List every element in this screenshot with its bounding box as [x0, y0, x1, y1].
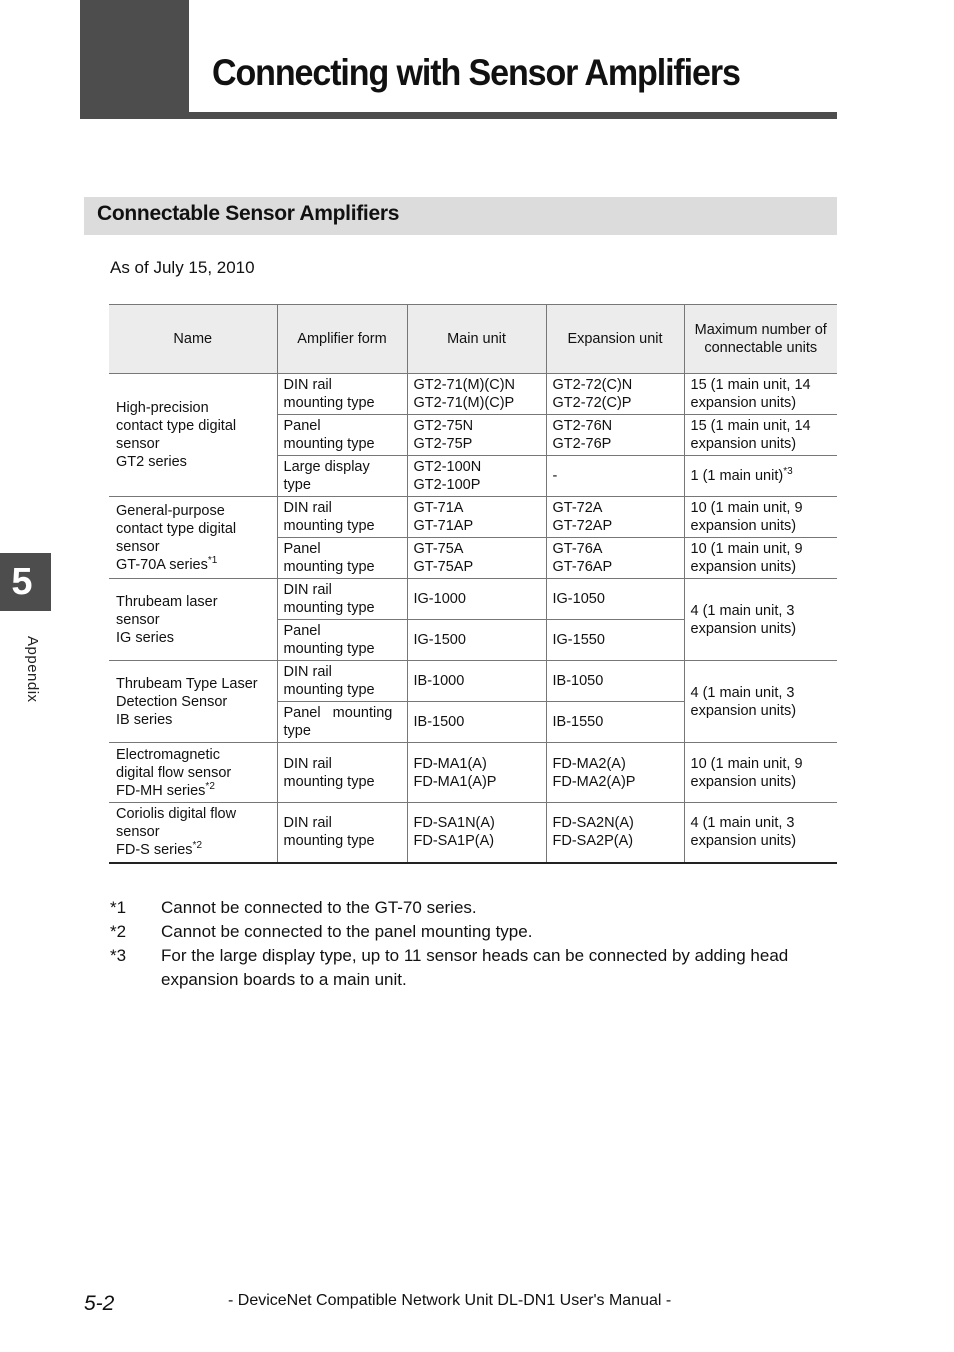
name-cell: [109, 743, 277, 803]
header-main-unit: Main unit: [407, 305, 546, 374]
main-unit-cell: [407, 803, 546, 863]
main-unit-cell: [407, 374, 546, 415]
max-line: 1 (1 main unit): [690, 468, 784, 484]
footnote-mark: *1: [110, 898, 127, 917]
main-unit-cell: [407, 538, 546, 579]
main-unit-cell: [407, 702, 546, 743]
form-line: mounting type: [283, 833, 375, 850]
footnote-ref: *3: [783, 466, 793, 478]
model-line: GT-71AP: [413, 518, 474, 534]
max-units-cell: [684, 803, 837, 863]
form-line: mounting type: [283, 395, 375, 411]
model-line: GT2-76P: [552, 436, 612, 452]
max-units-cell: [684, 456, 837, 497]
name-line: Coriolis digital flow: [116, 806, 237, 823]
expansion-unit-cell: [546, 743, 684, 803]
form-line: DIN rail: [283, 755, 332, 772]
form-line: mounting type: [283, 600, 375, 616]
max-units-cell: [684, 538, 837, 579]
model-line: GT2-72(C)N: [552, 377, 633, 393]
model-line: IG-1550: [552, 632, 605, 648]
model-line: IG-1050: [552, 591, 605, 607]
expansion-unit-cell: [546, 661, 684, 702]
name-line: sensor: [116, 436, 160, 452]
form-line: Large display: [283, 459, 370, 475]
main-unit-cell: [407, 579, 546, 620]
table-row: [109, 579, 837, 620]
expansion-unit-cell: [546, 415, 684, 456]
main-unit-cell: [407, 661, 546, 702]
header-amplifier-form: Amplifier form: [277, 305, 407, 374]
max-line: 10 (1 main unit, 9: [690, 500, 803, 516]
form-line: DIN rail: [283, 377, 332, 393]
form-cell: [277, 497, 407, 538]
expansion-unit-cell: [546, 538, 684, 579]
header-expansion-unit: Expansion unit: [546, 305, 684, 374]
footnotes: [110, 896, 840, 992]
footnote-text: Cannot be connected to the GT-70 series.: [161, 898, 477, 917]
name-line: FD-S series: [116, 842, 193, 859]
model-line: FD-SA2P(A): [552, 833, 634, 850]
model-line: GT-75AP: [413, 559, 474, 575]
expansion-unit-cell: [546, 374, 684, 415]
model-line: GT-71A: [413, 500, 464, 516]
name-line: FD-MH series: [116, 782, 206, 799]
main-unit-cell: [407, 456, 546, 497]
max-units-cell: [684, 415, 837, 456]
form-cell: [277, 415, 407, 456]
expansion-unit-cell: [546, 803, 684, 863]
expansion-unit-cell: [546, 456, 684, 497]
title-rule: [80, 112, 837, 119]
footnote-ref: *2: [205, 780, 215, 792]
model-line: GT-75A: [413, 541, 464, 557]
footnote: [110, 944, 840, 992]
form-cell: [277, 538, 407, 579]
form-line: Panel: [283, 541, 321, 557]
model-line: GT2-100N: [413, 459, 482, 475]
model-line: FD-SA1P(A): [413, 833, 495, 850]
form-line: mounting type: [283, 436, 375, 452]
model-line: IG-1500: [413, 632, 466, 648]
max-units-cell: [684, 661, 837, 743]
main-unit-cell: [407, 497, 546, 538]
model-line: GT-72A: [552, 500, 603, 516]
table-row: [109, 497, 837, 538]
footnote-mark: *3: [110, 946, 127, 965]
table-header-row: [109, 305, 837, 374]
form-line: DIN rail: [283, 664, 332, 680]
form-cell: [277, 456, 407, 497]
form-cell: [277, 620, 407, 661]
form-line: mounting type: [283, 559, 375, 575]
form-line: Panel mounting: [283, 705, 393, 721]
max-line: 10 (1 main unit, 9: [690, 541, 803, 557]
name-line: sensor: [116, 538, 160, 555]
name-cell: [109, 579, 277, 661]
table-row: [109, 803, 837, 863]
form-cell: [277, 702, 407, 743]
max-line: expansion units): [690, 620, 797, 637]
model-line: GT2-72(C)P: [552, 395, 632, 411]
chapter-side-label: Appendix: [24, 636, 41, 703]
model-line: FD-MA1(A): [413, 755, 487, 772]
title-dark-block: [80, 0, 189, 116]
expansion-unit-cell: [546, 702, 684, 743]
name-line: digital flow sensor: [116, 764, 232, 781]
footnote-text: For the large display type, up to 11 sensor heads can be connected by adding head expansion boards to a main unit.: [161, 946, 789, 989]
form-line: type: [283, 723, 311, 739]
model-line: GT2-75P: [413, 436, 473, 452]
model-line: -: [552, 468, 558, 484]
section-header: [84, 197, 837, 235]
chapter-number: 5: [11, 561, 33, 603]
model-line: IB-1550: [552, 714, 604, 730]
model-line: GT2-100P: [413, 477, 481, 493]
form-line: Panel: [283, 418, 321, 434]
max-line: 10 (1 main unit, 9: [690, 755, 803, 772]
max-line: 4 (1 main unit, 3: [690, 815, 795, 832]
name-line: GT-70A series: [116, 556, 208, 573]
name-line: Electromagnetic: [116, 746, 220, 763]
form-cell: [277, 743, 407, 803]
name-cell: [109, 497, 277, 579]
expansion-unit-cell: [546, 579, 684, 620]
as-of-date: As of July 15, 2010: [110, 258, 255, 277]
footer-text: - DeviceNet Compatible Network Unit DL-DN1 User's Manual -: [228, 1292, 672, 1309]
form-cell: [277, 374, 407, 415]
model-line: GT2-71(M)(C)N: [413, 377, 515, 393]
footnote-text: Cannot be connected to the panel mounting type.: [161, 922, 533, 941]
max-line: expansion units): [690, 395, 797, 411]
name-line: Thrubeam Type Laser: [116, 675, 258, 692]
main-unit-cell: [407, 743, 546, 803]
model-line: IG-1000: [413, 591, 466, 607]
form-cell: [277, 661, 407, 702]
form-line: mounting type: [283, 773, 375, 790]
model-line: IB-1500: [413, 714, 465, 730]
form-line: Panel: [283, 623, 321, 639]
amplifier-table: [109, 304, 837, 864]
page-title: Connecting with Sensor Amplifiers: [212, 52, 740, 93]
model-line: GT2-76N: [552, 418, 613, 434]
max-line: expansion units): [690, 436, 797, 452]
main-unit-cell: [407, 620, 546, 661]
model-line: IB-1000: [413, 673, 465, 689]
chapter-tab: [0, 553, 51, 611]
model-line: FD-SA1N(A): [413, 815, 495, 832]
name-line: High-precision: [116, 400, 209, 416]
page-number: 5-2: [84, 1292, 115, 1315]
name-line: Detection Sensor: [116, 693, 228, 710]
form-line: DIN rail: [283, 500, 332, 516]
max-units-cell: [684, 579, 837, 661]
name-line: Thrubeam laser: [116, 593, 218, 610]
header-max-units: Maximum number of connectable units: [684, 305, 837, 374]
model-line: FD-MA1(A)P: [413, 773, 497, 790]
footnote: [110, 896, 840, 920]
name-cell: [109, 803, 277, 863]
name-line: General-purpose: [116, 502, 225, 519]
max-line: expansion units): [690, 833, 797, 850]
name-line: contact type digital: [116, 418, 237, 434]
form-cell: [277, 579, 407, 620]
footnote-ref: *2: [192, 840, 202, 852]
form-cell: [277, 803, 407, 863]
name-line: IB series: [116, 711, 173, 728]
name-line: sensor: [116, 611, 160, 628]
model-line: FD-MA2(A)P: [552, 773, 636, 790]
name-line: GT2 series: [116, 454, 187, 470]
max-units-cell: [684, 497, 837, 538]
model-line: GT2-75N: [413, 418, 474, 434]
model-line: IB-1050: [552, 673, 604, 689]
max-units-cell: [684, 743, 837, 803]
max-line: 15 (1 main unit, 14: [690, 418, 811, 434]
main-unit-cell: [407, 415, 546, 456]
table-row: [109, 374, 837, 415]
expansion-unit-cell: [546, 497, 684, 538]
form-line: mounting type: [283, 641, 375, 657]
model-line: GT2-71(M)(C)P: [413, 395, 515, 411]
form-line: DIN rail: [283, 815, 332, 832]
model-line: GT-72AP: [552, 518, 613, 534]
max-line: 4 (1 main unit, 3: [690, 602, 795, 619]
table-row: [109, 661, 837, 702]
name-cell: [109, 661, 277, 743]
model-line: FD-SA2N(A): [552, 815, 634, 832]
footnote: [110, 920, 840, 944]
expansion-unit-cell: [546, 620, 684, 661]
max-line: 15 (1 main unit, 14: [690, 377, 811, 393]
form-line: mounting type: [283, 518, 375, 534]
model-line: GT-76A: [552, 541, 603, 557]
form-line: type: [283, 477, 311, 493]
footnote-mark: *2: [110, 922, 127, 941]
name-line: contact type digital: [116, 520, 237, 537]
table-row: [109, 743, 837, 803]
max-line: 4 (1 main unit, 3: [690, 684, 795, 701]
form-line: mounting type: [283, 682, 375, 698]
name-cell: [109, 374, 277, 497]
model-line: FD-MA2(A): [552, 755, 626, 772]
name-line: IG series: [116, 629, 175, 646]
name-line: sensor: [116, 824, 160, 841]
footnote-ref: *1: [207, 554, 218, 566]
max-line: expansion units): [690, 559, 797, 575]
max-line: expansion units): [690, 702, 797, 719]
section-title: Connectable Sensor Amplifiers: [97, 202, 400, 225]
header-name: Name: [109, 305, 277, 374]
max-line: expansion units): [690, 518, 797, 534]
max-units-cell: [684, 374, 837, 415]
max-line: expansion units): [690, 773, 797, 790]
model-line: GT-76AP: [552, 559, 613, 575]
form-line: DIN rail: [283, 582, 332, 598]
